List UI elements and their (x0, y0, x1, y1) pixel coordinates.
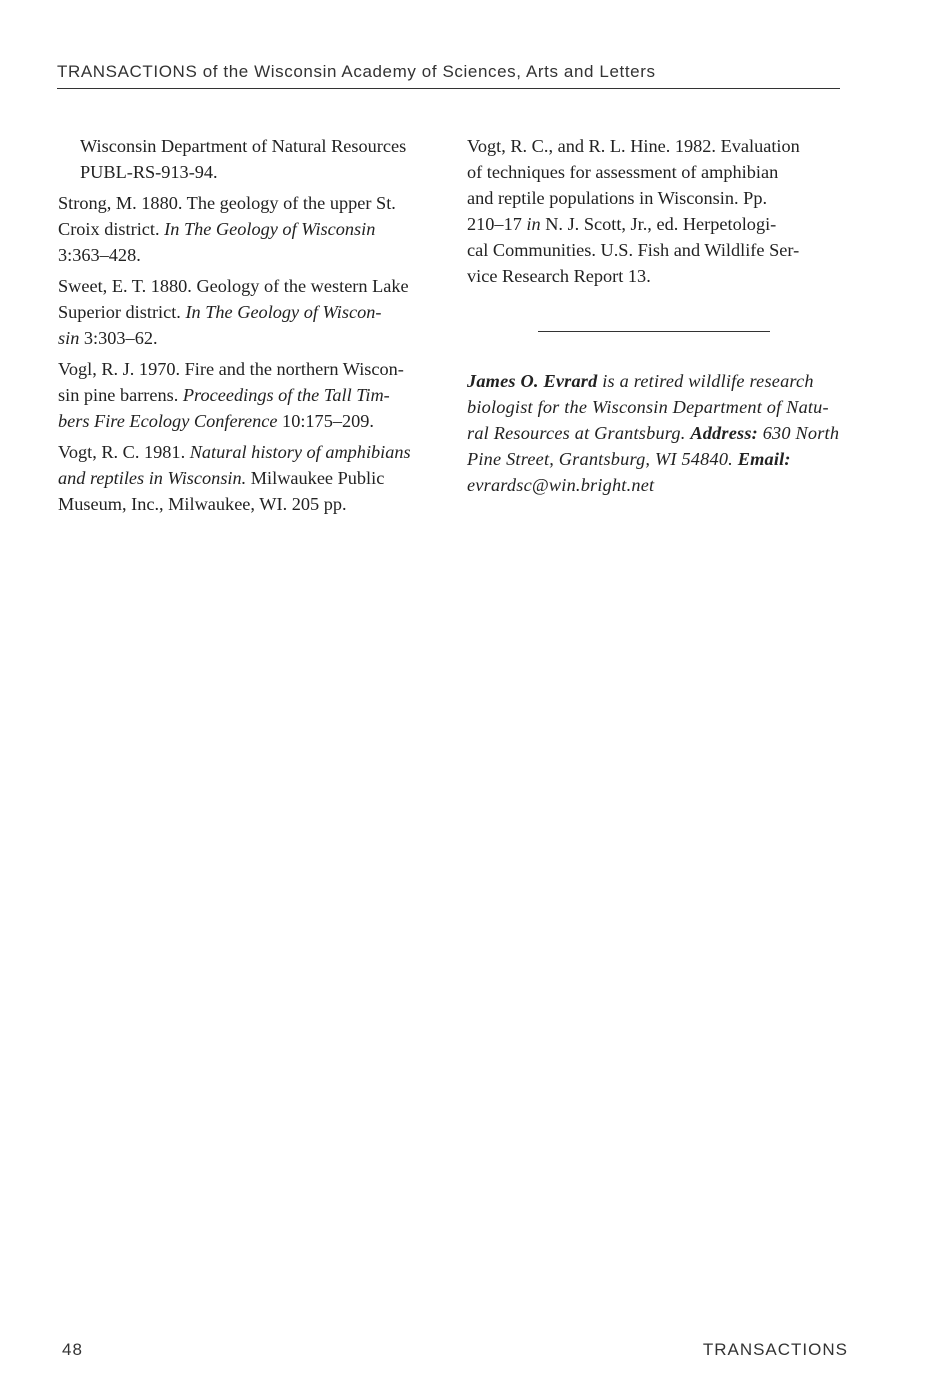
ref-line: sin pine barrens. Proceedings of the Tall Tim- (58, 385, 390, 405)
ref-line: Vogt, R. C., and R. L. Hine. 1982. Evaluation (467, 136, 800, 156)
reference-continuation (58, 133, 432, 185)
page-number: 48 (62, 1340, 83, 1359)
author-email: evrardsc@win.bright.net (467, 475, 655, 495)
section-divider (538, 331, 770, 332)
ref-line: bers Fire Ecology Conference 10:175–209. (58, 411, 374, 431)
bio-line: James O. Evrard is a retired wildlife research (467, 371, 814, 391)
ref-line: Croix district. In The Geology of Wisconsin (58, 219, 376, 239)
ref-line: PUBL-RS-913-94. (80, 162, 218, 182)
author-bio (467, 368, 843, 498)
reference-vogt-hine-1982 (467, 133, 843, 289)
ref-line: sin 3:303–62. (58, 328, 158, 348)
journal-footer: TRANSACTIONS (702, 1340, 848, 1359)
ref-line: Superior district. In The Geology of Wiscon- (58, 302, 382, 322)
reference-sweet-1880 (58, 273, 432, 351)
ref-line: and reptile populations in Wisconsin. Pp. (467, 188, 768, 208)
address-label: Address: (690, 423, 758, 443)
ref-line: of techniques for assessment of amphibian (467, 162, 779, 182)
ref-line: Wisconsin Department of Natural Resources (80, 136, 407, 156)
author-name: James O. Evrard (467, 371, 598, 391)
ref-line: cal Communities. U.S. Fish and Wildlife Ser- (467, 240, 800, 260)
ref-line: and reptiles in Wisconsin. Milwaukee Public (58, 468, 385, 488)
ref-line: Vogl, R. J. 1970. Fire and the northern Wiscon- (58, 359, 404, 379)
ref-line: Sweet, E. T. 1880. Geology of the western Lake (58, 276, 409, 296)
ref-line: Strong, M. 1880. The geology of the upper St. (58, 193, 396, 213)
bio-line: Pine Street, Grantsburg, WI 54840. Email: (467, 449, 791, 469)
reference-strong-1880 (58, 190, 432, 268)
reference-vogt-1981 (58, 439, 432, 517)
references-left-column (58, 133, 432, 522)
email-label: Email: (737, 449, 791, 469)
ref-line: vice Research Report 13. (467, 266, 651, 286)
bio-line: ral Resources at Grantsburg. Address: 630 North (467, 423, 840, 443)
ref-line: Vogt, R. C. 1981. Natural history of amphibians (58, 442, 411, 462)
ref-line: 210–17 in N. J. Scott, Jr., ed. Herpetologi- (467, 214, 777, 234)
references-right-column (467, 133, 843, 294)
bio-line: biologist for the Wisconsin Department of Natu- (467, 397, 829, 417)
ref-line: Museum, Inc., Milwaukee, WI. 205 pp. (58, 494, 347, 514)
reference-vogl-1970 (58, 356, 432, 434)
ref-line: 3:363–428. (58, 245, 141, 265)
running-head: TRANSACTIONS of the Wisconsin Academy of Sciences, Arts and Letters (57, 62, 840, 89)
